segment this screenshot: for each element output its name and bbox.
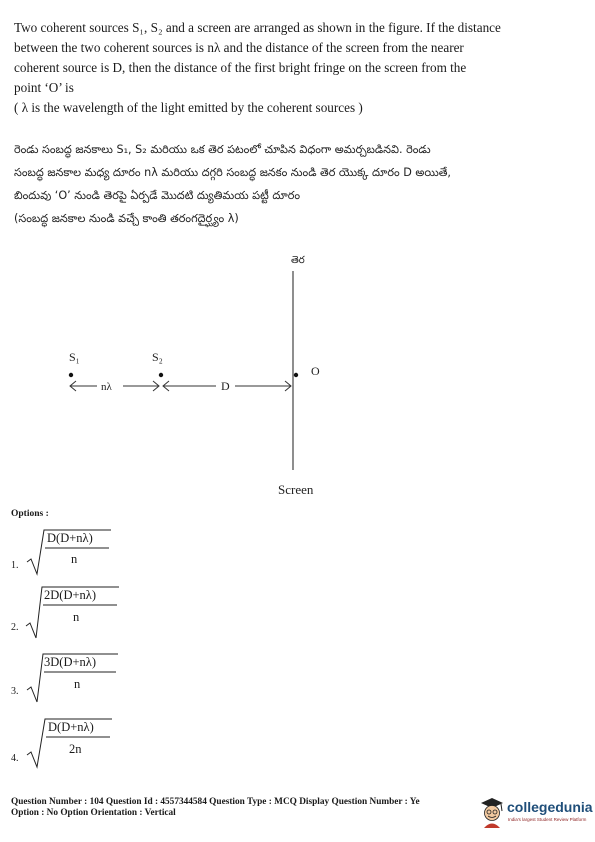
option-2[interactable] bbox=[11, 584, 131, 654]
source-s2-dot bbox=[159, 373, 163, 377]
sqrt-radical bbox=[11, 520, 131, 580]
logo-tagline: India's largest Student Review Platform bbox=[508, 817, 587, 822]
source-s2-label: S₂ bbox=[152, 350, 163, 364]
point-o-dot bbox=[294, 373, 298, 377]
option-4[interactable] bbox=[11, 715, 131, 785]
option-number: 4. bbox=[11, 753, 19, 764]
footer-line: Question Number : 104 Question Id : 4557344584 Question Type : MCQ Display Question Number : Ye bbox=[11, 797, 420, 807]
collegedunia-logo bbox=[478, 795, 593, 831]
question-line: Two coherent sources S₁, S₂ and a screen are arranged as shown in the figure. If the distance bbox=[14, 20, 501, 35]
question-line: ( λ is the wavelength of the light emitted by the coherent sources ) bbox=[14, 100, 363, 115]
option-1[interactable] bbox=[11, 520, 131, 590]
question-line-telugu: రెండు సంబద్ధ జనకాలు S₁, S₂ మరియు ఒక తెర పటంలో చూపిన విధంగా అమర్చబడినవి. రెండు bbox=[14, 143, 431, 156]
logo-brand-text: collegedunia bbox=[507, 799, 593, 815]
option-denominator: 2n bbox=[69, 742, 82, 756]
option-denominator: n bbox=[74, 677, 81, 691]
screen-label: Screen bbox=[278, 482, 314, 497]
question-line-telugu: సంబద్ధ జనకాల మధ్య దూరం nλ మరియు దగ్గరి సంబద్ధ జనకం నుండి తెర యొక్క దూరం D అయితే, bbox=[14, 166, 451, 179]
option-number: 1. bbox=[11, 560, 19, 571]
option-3[interactable] bbox=[11, 651, 131, 721]
distance-d-label: D bbox=[221, 379, 230, 393]
option-denominator: n bbox=[71, 552, 78, 566]
option-number: 3. bbox=[11, 686, 19, 697]
question-line-telugu: (సంబద్ధ జనకాల నుండి వచ్చే కాంతి తరంగదైర్ఘ్యం λ) bbox=[14, 212, 239, 225]
question-metadata-footer bbox=[11, 797, 471, 819]
option-numerator: 3D(D+nλ) bbox=[44, 655, 96, 669]
question-line: between the two coherent sources is nλ and the distance of the screen from the nearer bbox=[14, 40, 464, 55]
question-line: coherent source is D, then the distance of the first bright fringe on the screen from the bbox=[14, 60, 467, 75]
options-label: Options : bbox=[11, 509, 49, 519]
source-s1-dot bbox=[69, 373, 73, 377]
option-numerator: D(D+nλ) bbox=[47, 531, 93, 545]
question-line: point ‘O’ is bbox=[14, 80, 74, 95]
point-o-label: O bbox=[311, 364, 320, 378]
question-line-telugu: బిందువు ‘O’ నుండి తెరపై ఏర్పడే మొదటి ద్యుతిమయ పట్టీ దూరం bbox=[14, 189, 301, 202]
option-numerator: 2D(D+nλ) bbox=[44, 588, 96, 602]
distance-nlambda-label: nλ bbox=[101, 381, 112, 393]
distance-nlambda-arrow bbox=[70, 381, 159, 391]
source-s1-label: S₁ bbox=[69, 350, 80, 364]
option-numerator: D(D+nλ) bbox=[48, 720, 94, 734]
option-number: 2. bbox=[11, 622, 19, 633]
graduate-mascot-icon bbox=[478, 795, 508, 829]
option-denominator: n bbox=[73, 610, 80, 624]
footer-line: Option : No Option Orientation : Vertical bbox=[11, 808, 176, 818]
screen-label-telugu: తెర bbox=[291, 255, 305, 266]
